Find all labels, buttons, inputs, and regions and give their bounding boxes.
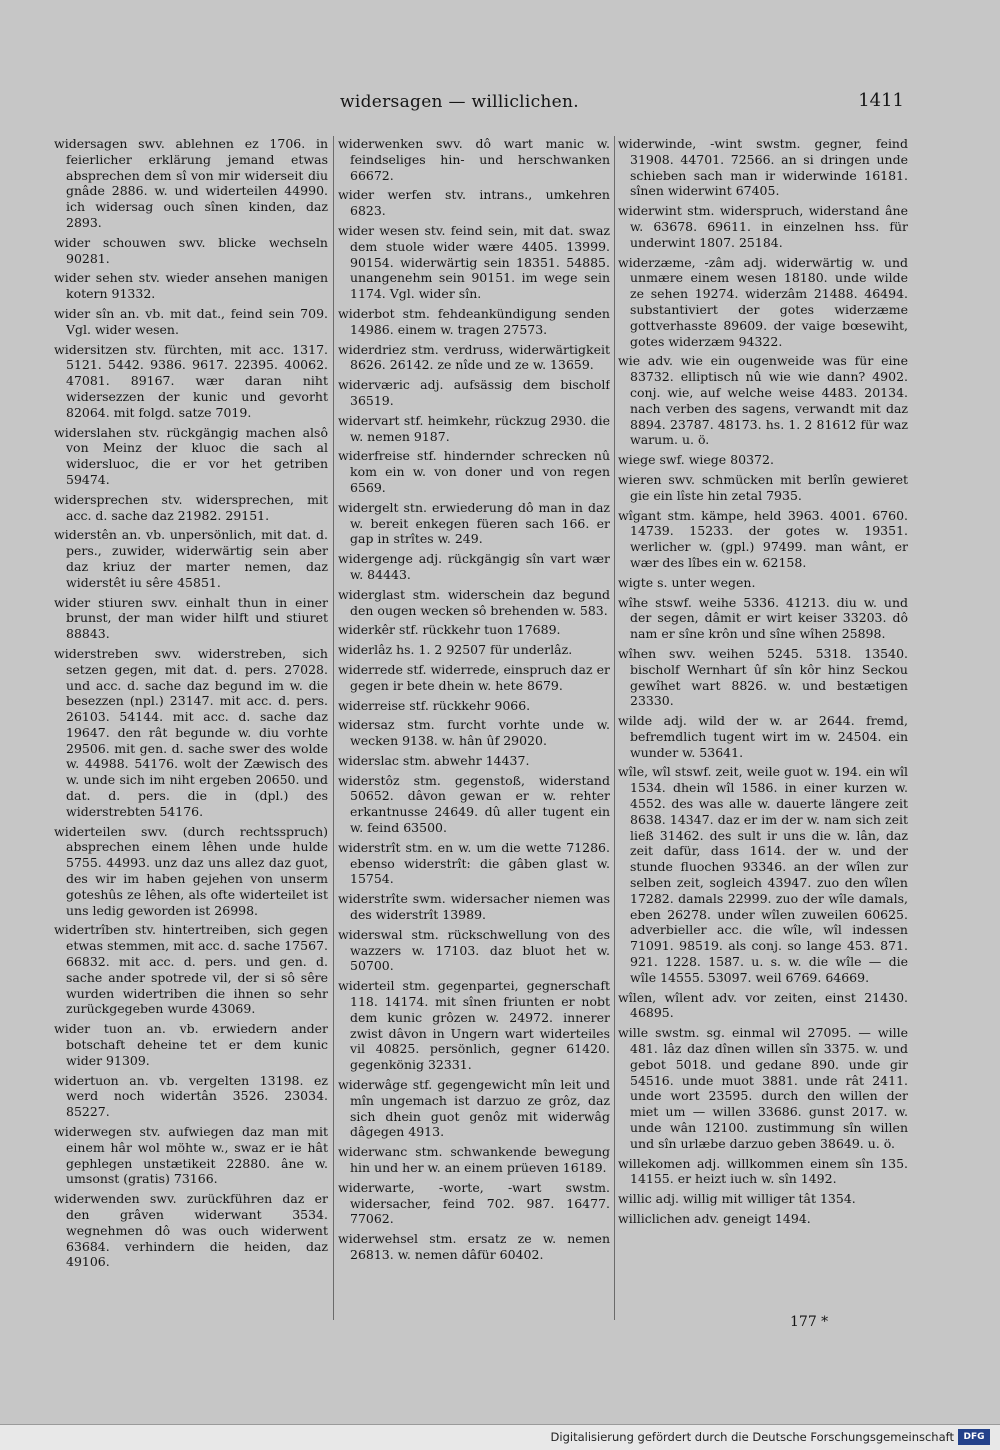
dictionary-entry: willic adj. willig mit williger tât 1354. xyxy=(618,1191,856,1207)
column-right xyxy=(618,136,908,1320)
dictionary-entry: wider wesen stv. feind sein, mit dat. swaz dem stuole wider wære 4405. 13999. 90154. widerwärtig sein 18351. 54885. unangenehm sein 90151. im wege sein 1174. Vgl. wider sîn. xyxy=(338,222,610,302)
dictionary-entry: wîlen, wîlent adv. vor zeiten, einst 21430. 46895. xyxy=(618,989,908,1021)
dictionary-entry: widerstreben swv. widerstreben, sich setzen gegen, mit dat. d. pers. 27028. und acc. d. sache daz begund im w. die besezzen (npl.) 23147. mit acc. d. pers. 26103. 54144. mit acc. d. sache daz 19647. den rât begunde w. diu vorhte 29506. mit gen. d. sache swer des wolde w. 44988. 54176. wolt der Zæwisch des w. unde sich im niht ergeben 20650. und dat. d. pers. die in (dpl.) des widerstrebten 54176. xyxy=(54,645,328,819)
dictionary-entry: widerteilen swv. (durch rechtsspruch) absprechen einem lêhen unde hulde 5755. 44993. unz daz uns allez daz guot, des wir im haben gejehen von unserm goteshûs ze lêhen, als ofte widerteilet ist uns ledig geworden ist 26998. xyxy=(54,823,328,918)
dictionary-entry: wilde adj. wild der w. ar 2644. fremd, befremdlich tugent wirt im w. 24504. ein wunder w. 53641. xyxy=(618,713,908,760)
dictionary-entry: wider tuon an. vb. erwiedern ander botschaft deheine tet er dem kunic wider 91309. xyxy=(54,1021,328,1068)
dictionary-entry: widerwint stm. widerspruch, widerstand âne w. 63678. 69611. in einzelnen hss. für underwint 1807. 25184. xyxy=(618,203,908,250)
dictionary-entry: widerlâz hs. 1. 2 92507 für underlâz. xyxy=(338,642,573,658)
dictionary-entry: widerværic adj. aufsässig dem bischolf 36519. xyxy=(338,377,610,408)
dictionary-entry: willekomen adj. willkommen einem sîn 135. 14155. er heizt iuch w. sîn 1492. xyxy=(618,1155,908,1187)
dictionary-entry: widerwehsel stm. ersatz ze w. nemen 26813. w. nemen dâfür 60402. xyxy=(338,1231,610,1262)
dictionary-entry: wîhen swv. weihen 5245. 5318. 13540. bischolf Wernhart ûf sîn kôr hinz Seckou gewîhet wart 8826. w. und bestætigen 23330. xyxy=(618,645,908,709)
dictionary-entry: wieren swv. schmücken mit berlîn gewieret gie ein lîste hin zetal 7935. xyxy=(618,471,908,503)
dictionary-entry: widerwanc stm. schwankende bewegung hin und her w. an einem prüeven 16189. xyxy=(338,1144,610,1176)
dictionary-columns xyxy=(54,136,908,1320)
dictionary-entry: widerstôz stm. gegenstoß, widerstand 50652. dâvon gewan er w. rehter erkantnusse 24649. dû aller tugent ein w. feind 63500. xyxy=(338,772,610,836)
dictionary-entry: widergenge adj. rückgängig sîn vart wær w. 84443. xyxy=(338,551,610,582)
dictionary-entry: wider werfen stv. intrans., umkehren 6823. xyxy=(338,187,610,219)
column-left xyxy=(54,136,328,1320)
dictionary-entry: widertrîben stv. hintertreiben, sich gegen etwas stemmen, mit acc. d. sache 17567. 66832. mit acc. d. pers. und gen. d. sache ander spotrede vil, der si sô sêre wurden widertriben die ihnen so sehr zurückgegeben wurde 43069. xyxy=(54,922,328,1017)
dictionary-entry: widerteil stm. gegenpartei, gegnerschaft 118. 14174. mit sînen friunten er nobt dem kunic grôzen w. 24972. innerer zwist dâvon in Ungern wart widerteiles vil 40825. persönlich, gegner 61420. gegenkönig 32331. xyxy=(338,978,610,1073)
dictionary-entry: widerzæme, -zâm adj. widerwärtig w. und unmære einem wesen 18180. unde wilde ze sehen 19274. widerzâm 21488. 46494. substantiviert der gotes widerzæme gottverhasste 89609. der vaige bœsewiht, gotes widerzæm 94322. xyxy=(618,254,908,349)
dictionary-entry: widerbot stm. fehdeankündigung senden 14986. einem w. tragen 27573. xyxy=(338,305,610,337)
dictionary-entry: widerstrît stm. en w. um die wette 71286. ebenso widerstrît: die gâben glast w. 15754. xyxy=(338,839,610,887)
dictionary-entry: widersagen swv. ablehnen ez 1706. in feierlicher erklärung jemand etwas absprechen dem sî von mir widerseit diu gnâde 2886. w. und widerteilen 44990. ich widersag ouch sînen kinden, daz 2893. xyxy=(54,136,328,230)
dictionary-entry: widerslac stm. abwehr 14437. xyxy=(338,752,530,768)
dictionary-entry: wie adv. wie ein ougenweide was für eine 83732. elliptisch nû wie wie dann? 4902. conj. wie, auf welche weise 4483. 20134. nach verben des sagens, verwandt mit daz 8894. 23787. 48173. hs. 1. 2 81612 für waz warum. u. ö. xyxy=(618,353,908,448)
dictionary-entry: widertuon an. vb. vergelten 13198. ez werd noch widertân 3526. 23034. 85227. xyxy=(54,1072,328,1120)
dictionary-entry: widersitzen stv. fürchten, mit acc. 1317. 5121. 5442. 9386. 9617. 22395. 40062. 47081. 89167. wær daran niht widersezzen der kunic und gevorht 82064. mit folgd. satze 7019. xyxy=(54,341,328,420)
signature-mark: 177 * xyxy=(790,1314,829,1330)
dictionary-entry: widerfreise stf. hindernder schrecken nû kom ein w. von doner und von regen 6569. xyxy=(338,448,610,495)
dictionary-entry: wiege swf. wiege 80372. xyxy=(618,452,774,468)
funding-credit: Digitalisierung gefördert durch die Deutsche Forschungsgemeinschaft xyxy=(550,1430,954,1444)
dictionary-entry: widerkêr stf. rückkehr tuon 17689. xyxy=(338,622,561,638)
dictionary-entry: widerwenden swv. zurückführen daz er den grâven widerwant 3534. wegnehmen dô was ouch widerwent 63684. verhindern die heiden, daz 49106. xyxy=(54,1191,328,1270)
dictionary-entry: widerreise stf. rückkehr 9066. xyxy=(338,697,531,713)
dictionary-entry: widerrede stf. widerrede, einspruch daz er gegen ir bete dhein w. hete 8679. xyxy=(338,661,610,693)
dictionary-entry: widerdriez stm. verdruss, widerwärtigkeit 8626. 26142. ze nîde und ze w. 13659. xyxy=(338,341,610,373)
column-middle xyxy=(338,136,610,1320)
dictionary-entry: wille swstm. sg. einmal wil 27095. — wille 481. lâz daz dînen willen sîn 3375. w. und gebot 5018. und gedane 890. unde gir 54516. unde muot 3881. unde rât 2411. unde wort 23595. durch den willen der miet um — willen 33686. gunst 2017. w. unde wân 12100. zustimmung sîn willen und sîn urlæbe darzuo geben 38649. u. ö. xyxy=(618,1025,908,1151)
dictionary-entry: widerglast stm. widerschein daz begund den ougen wecken sô brehenden w. 583. xyxy=(338,586,610,618)
dictionary-entry: widerwarte, -worte, -wart swstm. widersacher, feind 702. 987. 16477. 77062. xyxy=(338,1179,610,1227)
dictionary-entry: widerwenken swv. dô wart manic w. feindseliges hin- und herschwanken 66672. xyxy=(338,136,610,183)
dictionary-entry: wigte s. unter wegen. xyxy=(618,574,756,590)
dictionary-entry: widergelt stn. erwiederung dô man in daz w. bereit enkegen füeren sach 166. er gap in strîtes w. 249. xyxy=(338,499,610,547)
dictionary-entry: wîgant stm. kämpe, held 3963. 4001. 6760. 14739. 15233. der gotes w. 19351. werlicher w. (gpl.) 97499. man wânt, er wær des lîbes ein w. 62158. xyxy=(618,507,908,570)
dictionary-entry: widersprechen stv. widersprechen, mit acc. d. sache daz 21982. 29151. xyxy=(54,491,328,523)
dictionary-entry: widerwinde, -wint swstm. gegner, feind 31908. 44701. 72566. an si dringen unde schieben sach man ir widerwinde 16181. sînen widerwint 67405. xyxy=(618,136,908,199)
dictionary-entry: wîle, wîl stswf. zeit, weile guot w. 194. ein wîl 1534. dhein wîl 1586. in einer kurzen w. 4552. des was alle w. dauerte längere zeit 8638. 14347. daz er im der w. nam sich zeit ließ 31462. des sult ir uns die w. lân, daz zeit dafür, dass 1614. der w. und der stunde fluochen 93346. an der wîlen zur selben zeit, sogleich 43947. zuo den wîlen 17282. damals 22999. zuo der wîle damals, eben 26278. under wîlen zuweilen 60625. adverbieller acc. die wîle, wîl indessen 71091. 98519. als conj. so lange 453. 871. 921. 1228. 1587. u. s. w. die wîle — die wîle 14555. 53097. weil 6769. 64669. xyxy=(618,764,908,985)
column-divider xyxy=(333,136,334,1320)
dictionary-entry: widerwâge stf. gegengewicht mîn leit und mîn ungemach ist darzuo ze grôz, daz sich dhein guot genôz mit widerwâg dâgegen 4913. xyxy=(338,1077,610,1140)
dictionary-entry: widerwegen stv. aufwiegen daz man mit einem hâr wol möhte w., swaz er ie hât gephlegen unstætikeit 22880. âne w. umsonst (gratis) 73166. xyxy=(54,1124,328,1187)
dictionary-entry: wîhe stswf. weihe 5336. 41213. diu w. und der segen, dâmit er wirt keiser 33203. dô nam er sîne krôn und sîne wîhen 25898. xyxy=(618,594,908,642)
dictionary-entry: widerslahen stv. rückgängig machen alsô von Meinz der kluoc die sach al widersluoc, die er vor het getriben 59474. xyxy=(54,424,328,487)
dfg-logo-icon: DFG xyxy=(958,1429,990,1445)
footer-bar xyxy=(0,1424,1000,1450)
page-number: 1411 xyxy=(858,90,904,111)
dictionary-entry: wider stiuren swv. einhalt thun in einer brunst, der man wider hilft und stiuret 88843. xyxy=(54,594,328,642)
dictionary-entry: wider sîn an. vb. mit dat., feind sein 709. Vgl. wider wesen. xyxy=(54,305,328,337)
dictionary-entry: widersaz stm. furcht vorhte unde w. wecken 9138. w. hân ûf 29020. xyxy=(338,717,610,749)
dictionary-entry: williclichen adv. geneigt 1494. xyxy=(618,1211,811,1226)
dictionary-entry: widerswal stm. rückschwellung von des wazzers w. 17103. daz bluot het w. 50700. xyxy=(338,926,610,974)
dictionary-entry: widerstrîte swm. widersacher niemen was des widerstrît 13989. xyxy=(338,891,610,923)
dictionary-entry: wider schouwen swv. blicke wechseln 90281. xyxy=(54,234,328,266)
dictionary-entry: widervart stf. heimkehr, rückzug 2930. die w. nemen 9187. xyxy=(338,412,610,444)
page-header xyxy=(0,88,1000,118)
running-title: widersagen — williclichen. xyxy=(340,92,579,112)
column-divider xyxy=(614,136,615,1320)
dictionary-entry: wider sehen stv. wieder ansehen manigen kotern 91332. xyxy=(54,270,328,302)
dictionary-entry: widerstên an. vb. unpersönlich, mit dat. d. pers., zuwider, widerwärtig sein aber daz kriuz der marter nemen, daz widerstêt iu sêre 45851. xyxy=(54,527,328,590)
